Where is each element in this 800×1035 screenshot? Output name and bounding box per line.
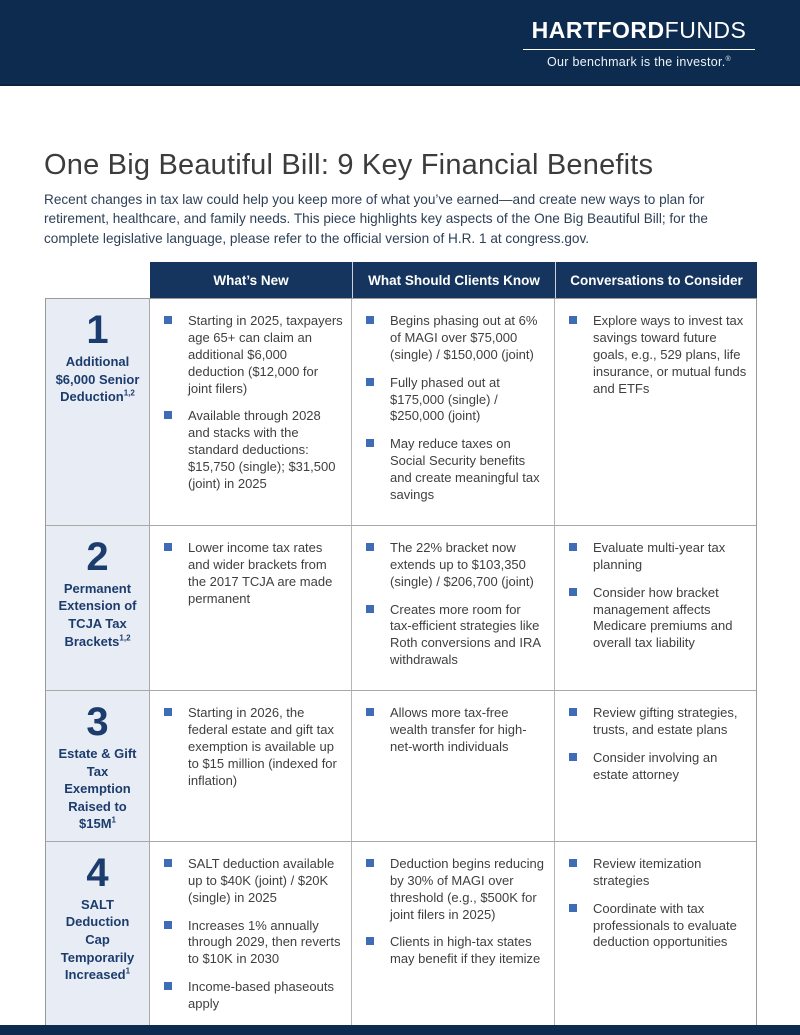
bullet-item: Begins phasing out at 6% of MAGI over $75,000 (single) / $150,000 (joint) [364, 313, 546, 364]
cell-whats-new [150, 691, 352, 841]
logo-funds: FUNDS [664, 17, 747, 43]
column-header-conversations: Conversations to Consider [555, 262, 757, 298]
footnote-superscript: 1,2 [119, 633, 131, 643]
cell-clients-know [352, 842, 555, 1034]
row-label-cell [46, 691, 150, 841]
bullet-item: Lower income tax rates and wider brackets from the 2017 TCJA are made permanent [162, 540, 343, 608]
bullet-item: Review itemization strategies [567, 856, 749, 890]
bullet-square-icon [366, 708, 374, 716]
intro-paragraph: Recent changes in tax law could help you keep more of what you’ve earned—and create new ways to plan for retirement, healthcare, and family needs. This piece highlights key aspects of the One Big Beautiful Bill; for the complete legislative language, please refer to the official version of H.R. 1 at congress.gov. [44, 191, 708, 246]
row-number: 4 [86, 850, 109, 895]
column-header-clients-know: What Should Clients Know [352, 262, 555, 298]
bullet-item: Clients in high-tax states may benefit if they itemize [364, 934, 546, 968]
row-label-cell [46, 526, 150, 690]
footnote-superscript: 1 [125, 966, 131, 976]
page-title: One Big Beautiful Bill: 9 Key Financial Benefits [44, 149, 654, 182]
bullet-list [162, 705, 343, 789]
bullet-square-icon [366, 605, 374, 613]
table-header-row [45, 262, 757, 298]
bullet-list [567, 705, 749, 784]
row-label: Estate & Gift Tax Exemption Raised to $\$15M^1$ [58, 746, 137, 832]
bullet-square-icon [164, 859, 172, 867]
table-row [46, 690, 756, 841]
row-label-cell [46, 299, 150, 525]
footnote-superscript: 1,2 [123, 388, 135, 398]
bullet-item: Income-based phaseouts apply [162, 979, 343, 1013]
bullet-item: May reduce taxes on Social Security benefits and create meaningful tax savings [364, 436, 546, 504]
hartford-funds-logo [523, 17, 755, 69]
bullet-item: Creates more room for tax-efficient strategies like Roth conversions and IRA withdrawals [364, 602, 546, 670]
cell-whats-new [150, 842, 352, 1034]
cell-conversations [555, 842, 757, 1034]
bullet-list [162, 856, 343, 1013]
bullet-item: Consider involving an estate attorney [567, 750, 749, 784]
bullet-list [364, 705, 546, 756]
bullet-item: Evaluate multi-year tax planning [567, 540, 749, 574]
bullet-list [364, 313, 546, 504]
bullet-square-icon [164, 982, 172, 990]
footnote-superscript: 1 [111, 816, 116, 825]
bullet-item: Deduction begins reducing by 30% of MAGI over threshold (e.g., $500K for joint filers in 2025) [364, 856, 546, 924]
bullet-square-icon [164, 708, 172, 716]
bullet-square-icon [569, 859, 577, 867]
bullet-item: The 22% bracket now extends up to $103,350 (single) / $206,700 (joint) [364, 540, 546, 591]
bullet-square-icon [366, 543, 374, 551]
row-label-cell [46, 842, 150, 1034]
bullet-square-icon [164, 316, 172, 324]
row-number: 2 [86, 534, 109, 579]
benefits-table [45, 262, 757, 1035]
bullet-square-icon [569, 543, 577, 551]
bullet-square-icon [569, 588, 577, 596]
cell-clients-know [352, 299, 555, 525]
bullet-list [162, 540, 343, 608]
bullet-list [364, 856, 546, 968]
registered-mark: ® [725, 55, 731, 63]
bullet-item: Fully phased out at $175,000 (single) / $250,000 (joint) [364, 375, 546, 426]
bullet-list [567, 313, 749, 397]
logo-wordmark [523, 17, 755, 44]
row-label: SALT Deduction Cap Temporarily Increased$^1$ [60, 896, 135, 983]
bullet-list [567, 856, 749, 951]
bullet-square-icon [569, 708, 577, 716]
bullet-item: Starting in 2026, the federal estate and gift tax exemption is available up to $15 million (indexed for inflation) [162, 705, 343, 789]
bullet-square-icon [164, 543, 172, 551]
bullet-item: Coordinate with tax professionals to evaluate deduction opportunities [567, 901, 749, 952]
logo-tagline: Our benchmark is the investor.® [547, 55, 731, 69]
bullet-square-icon [366, 859, 374, 867]
bullet-item: Available through 2028 and stacks with the standard deductions: $15,750 (single); $31,500 (joint) in 2025 [162, 408, 343, 492]
bullet-square-icon [569, 904, 577, 912]
table-body [45, 298, 757, 1035]
cell-clients-know [352, 691, 555, 841]
cell-clients-know [352, 526, 555, 690]
header-spacer [45, 262, 150, 298]
table-row [46, 841, 756, 1034]
bullet-item: SALT deduction available up to $40K (joint) / $20K (single) in 2025 [162, 856, 343, 907]
bullet-square-icon [366, 439, 374, 447]
table-row [46, 298, 756, 525]
bullet-square-icon [366, 378, 374, 386]
bullet-item: Increases 1% annually through 2029, then reverts to $10K in 2030 [162, 918, 343, 969]
bullet-item: Allows more tax-free wealth transfer for high-net-worth individuals [364, 705, 546, 756]
row-label: Additional $6,000 Senior Deduction$^{1,2}$ [55, 354, 140, 405]
row-number: 3 [86, 700, 109, 745]
bullet-square-icon [164, 921, 172, 929]
bullet-square-icon [569, 753, 577, 761]
bullet-list [364, 540, 546, 669]
bullet-square-icon [366, 316, 374, 324]
cell-conversations [555, 299, 757, 525]
row-label: Permanent Extension of TCJA Tax Brackets$^{1,2}$ [58, 580, 137, 649]
column-header-whats-new: What’s New [150, 262, 352, 298]
bullet-list [162, 313, 343, 493]
bullet-square-icon [366, 937, 374, 945]
bullet-square-icon [164, 411, 172, 419]
bullet-item: Explore ways to invest tax savings toward future goals, e.g., 529 plans, life insurance, or mutual funds and ETFs [567, 313, 749, 397]
cell-whats-new [150, 526, 352, 690]
logo-divider [523, 49, 755, 50]
cell-conversations [555, 526, 757, 690]
row-number: 1 [86, 308, 109, 352]
cell-conversations [555, 691, 757, 841]
table-row [46, 525, 756, 690]
footer-strip [0, 1025, 800, 1035]
bullet-square-icon [569, 316, 577, 324]
bullet-item: Review gifting strategies, trusts, and estate plans [567, 705, 749, 739]
bullet-item: Starting in 2025, taxpayers age 65+ can claim an additional $6,000 deduction ($12,000 for joint filers) [162, 313, 343, 397]
bullet-list [567, 540, 749, 652]
logo-hartford: HARTFORD [531, 17, 665, 43]
cell-whats-new [150, 299, 352, 525]
top-banner [0, 0, 800, 86]
bullet-item: Consider how bracket management affects Medicare premiums and overall tax liability [567, 585, 749, 653]
